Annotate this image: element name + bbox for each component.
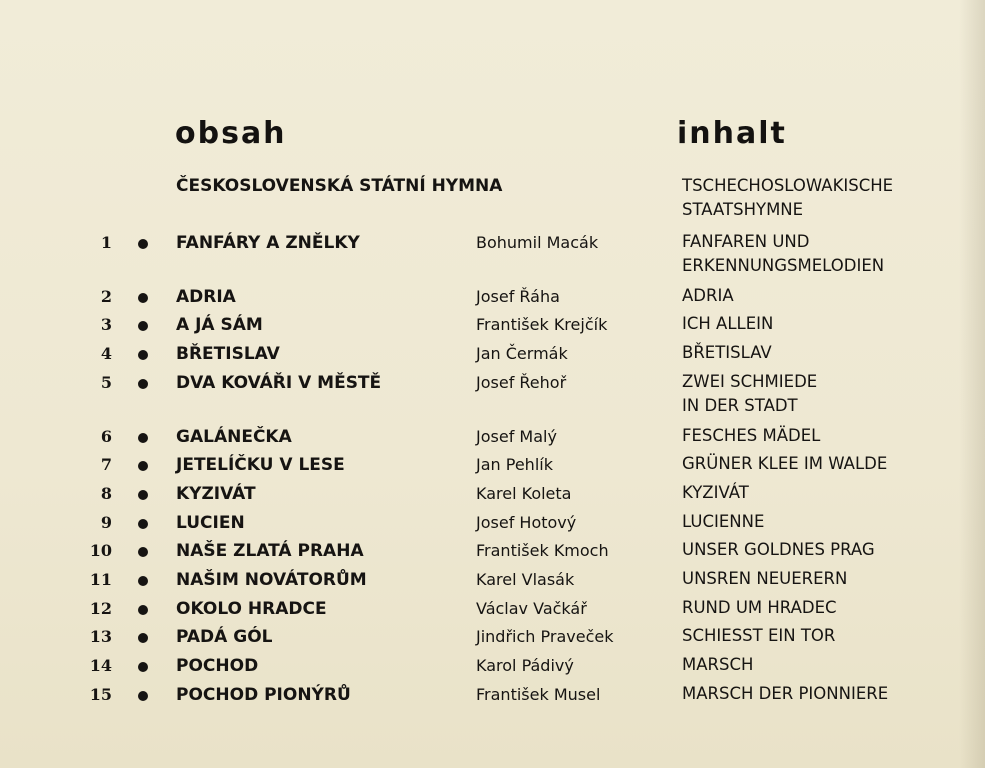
- track-german-title: [682, 230, 884, 278]
- track-title: GALÁNEČKA: [176, 427, 292, 447]
- track-title: JETELÍČKU V LESE: [176, 455, 345, 475]
- track-composer: Josef Malý: [476, 427, 557, 446]
- list-item: [0, 315, 985, 341]
- track-number: 3: [100, 315, 112, 334]
- bullet-icon: [138, 547, 148, 557]
- track-number: 13: [89, 627, 112, 646]
- bullet-icon: [138, 321, 148, 331]
- track-german-title: [682, 452, 887, 476]
- heading-inhalt: inhalt: [677, 116, 787, 151]
- bullet-icon: [138, 461, 148, 471]
- track-title: FANFÁRY A ZNĚLKY: [176, 233, 360, 253]
- track-title: BŘETISLAV: [176, 344, 280, 364]
- list-item: [0, 627, 985, 653]
- track-composer: Josef Řáha: [476, 287, 560, 306]
- track-composer: Bohumil Macák: [476, 233, 599, 252]
- track-composer: Jan Čermák: [476, 344, 568, 363]
- track-number: 5: [100, 373, 112, 392]
- german-line1: BŘETISLAV: [682, 343, 772, 362]
- list-item: [0, 570, 985, 596]
- bullet-icon: [138, 633, 148, 643]
- track-number: 11: [89, 570, 112, 589]
- track-composer: Jan Pehlík: [476, 455, 553, 474]
- german-line1: GRÜNER KLEE IM WALDE: [682, 454, 888, 473]
- track-composer: František Musel: [476, 685, 601, 704]
- track-title: NAŠIM NOVÁTORŮM: [176, 570, 367, 590]
- track-german-title: [682, 424, 820, 448]
- bullet-icon: [138, 239, 148, 249]
- track-composer: Karel Koleta: [476, 484, 572, 503]
- track-german-title: [682, 567, 847, 591]
- track-composer: Josef Hotový: [476, 513, 577, 532]
- german-line1: RUND UM HRADEC: [682, 598, 837, 617]
- list-item: [0, 427, 985, 453]
- track-title: NAŠE ZLATÁ PRAHA: [176, 541, 364, 561]
- track-title: LUCIEN: [176, 513, 245, 533]
- track-german-title: [682, 653, 753, 677]
- track-german-title: [682, 624, 835, 648]
- german-line1: LUCIENNE: [682, 512, 765, 531]
- list-item: [0, 287, 985, 313]
- list-item: [0, 484, 985, 510]
- german-line1: MARSCH: [682, 655, 754, 674]
- bullet-icon: [138, 662, 148, 672]
- bullet-icon: [138, 433, 148, 443]
- track-german-title: [682, 682, 888, 706]
- bullet-icon: [138, 293, 148, 303]
- list-item: [0, 372, 985, 415]
- german-line1: UNSER GOLDNES PRAG: [682, 540, 875, 559]
- bullet-icon: [138, 605, 148, 615]
- track-composer: Jindřich Praveček: [476, 627, 614, 646]
- track-number: 15: [89, 685, 112, 704]
- track-composer: Karol Pádivý: [476, 656, 574, 675]
- track-title: DVA KOVÁŘI V MĚSTĚ: [176, 373, 382, 393]
- german-line2: ERKENNUNGSMELODIEN: [682, 256, 885, 275]
- track-number: 14: [89, 656, 112, 675]
- track-german-title: [682, 510, 764, 534]
- list-item: [0, 232, 985, 275]
- bullet-icon: [138, 490, 148, 500]
- track-number: 6: [100, 427, 112, 446]
- track-german-title: [682, 481, 749, 505]
- track-number: 8: [100, 484, 112, 503]
- german-line1: ZWEI SCHMIEDE: [682, 372, 818, 391]
- list-item: [0, 513, 985, 539]
- track-title: ADRIA: [176, 287, 236, 307]
- track-number: 12: [89, 599, 112, 618]
- track-number: 10: [89, 541, 112, 560]
- track-composer: František Krejčík: [476, 315, 608, 334]
- bullet-icon: [138, 379, 148, 389]
- bullet-icon: [138, 350, 148, 360]
- bullet-icon: [138, 691, 148, 701]
- track-composer: Václav Vačkář: [476, 599, 587, 618]
- track-number: 7: [100, 455, 112, 474]
- track-german-title: [682, 341, 772, 365]
- track-title: A JÁ SÁM: [176, 315, 263, 335]
- bullet-icon: [138, 519, 148, 529]
- track-title: KYZIVÁT: [176, 484, 256, 504]
- track-number: 4: [100, 344, 112, 363]
- list-item: [0, 455, 985, 481]
- track-german-title: [682, 284, 734, 308]
- track-number: 9: [100, 513, 112, 532]
- heading-obsah: obsah: [175, 116, 287, 151]
- anthem-title: ČESKOSLOVENSKÁ STÁTNÍ HYMNA: [176, 176, 503, 196]
- anthem-german-title: [682, 174, 893, 222]
- german-line1: ICH ALLEIN: [682, 314, 774, 333]
- track-title: POCHOD PIONÝRŮ: [176, 685, 351, 705]
- list-item: [0, 685, 985, 711]
- track-number: 2: [100, 287, 112, 306]
- anthem-german-line1: TSCHECHOSLOWAKISCHE: [682, 176, 894, 195]
- track-german-title: [682, 596, 837, 620]
- list-item: [0, 344, 985, 370]
- track-number: 1: [100, 233, 112, 252]
- bullet-icon: [138, 576, 148, 586]
- german-line1: KYZIVÁT: [682, 483, 749, 502]
- german-line1: ADRIA: [682, 286, 734, 305]
- list-item: [0, 656, 985, 682]
- track-title: POCHOD: [176, 656, 259, 676]
- list-item: [0, 599, 985, 625]
- german-line2: IN DER STADT: [682, 396, 798, 415]
- track-title: OKOLO HRADCE: [176, 599, 327, 619]
- anthem-german-line2: STAATSHYMNE: [682, 200, 804, 219]
- track-composer: Josef Řehoř: [476, 373, 567, 392]
- track-composer: Karel Vlasák: [476, 570, 575, 589]
- german-line1: FESCHES MÄDEL: [682, 426, 821, 445]
- german-line1: SCHIESST EIN TOR: [682, 626, 836, 645]
- track-german-title: [682, 312, 773, 336]
- list-item: [0, 541, 985, 567]
- german-line1: FANFAREN UND: [682, 232, 810, 251]
- german-line1: MARSCH DER PIONNIERE: [682, 684, 889, 703]
- track-composer: František Kmoch: [476, 541, 609, 560]
- track-title: PADÁ GÓL: [176, 627, 273, 647]
- german-line1: UNSREN NEUERERN: [682, 569, 848, 588]
- track-german-title: [682, 370, 817, 418]
- track-german-title: [682, 538, 875, 562]
